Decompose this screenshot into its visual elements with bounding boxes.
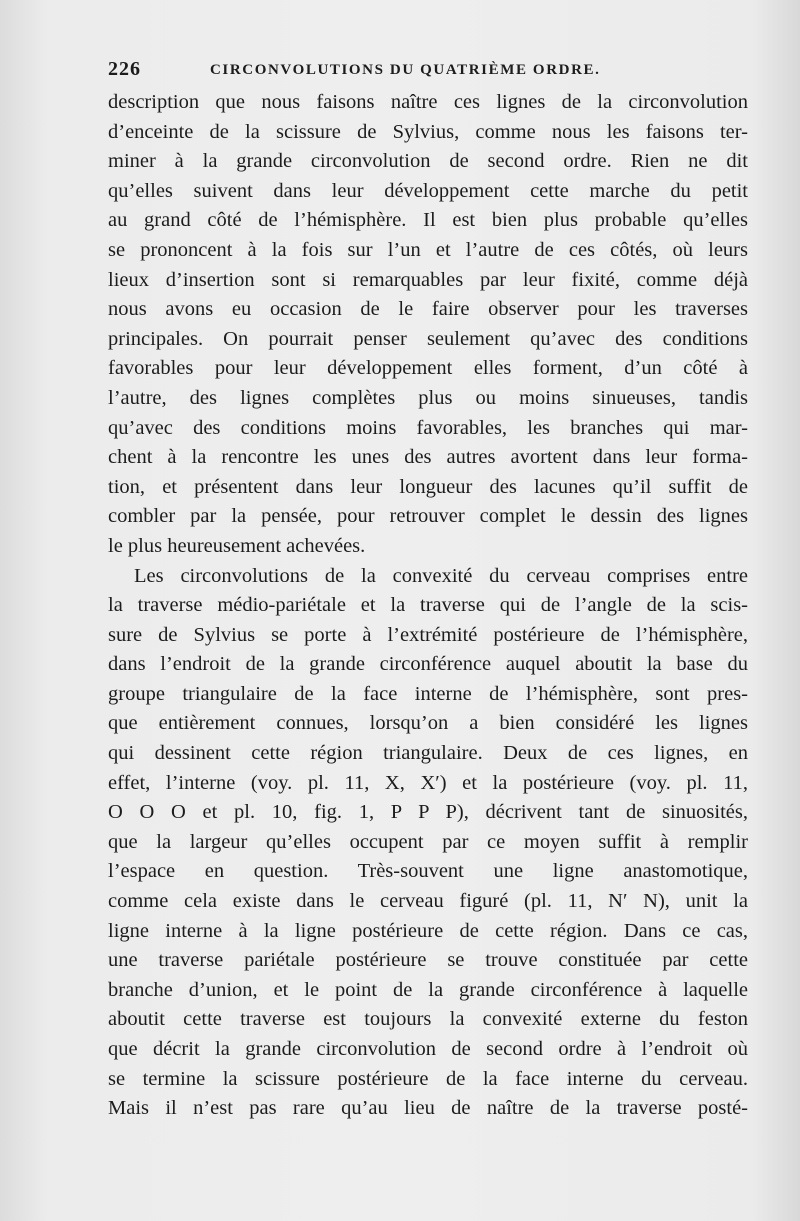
text-line: aboutit cette traverse est toujours la convexité externe du feston (108, 1008, 748, 1031)
text-line: qui dessinent cette région triangulaire. Deux de ces lignes, en (108, 742, 748, 765)
text-line: que entièrement connues, lorsqu’on a bien considéré les lignes (108, 712, 748, 735)
text-line: d’enceinte de la scissure de Sylvius, comme nous les faisons ter- (108, 120, 748, 143)
text-line: l’espace en question. Très-souvent une ligne anastomotique, (108, 860, 748, 883)
text-line: O O O et pl. 10, fig. 1, P P P), décrivent tant de sinuosités, (108, 801, 748, 824)
text-line: branche d’union, et le point de la grande circonférence à laquelle (108, 978, 748, 1001)
page-number: 226 (108, 58, 141, 80)
text-line: tion, et présentent dans leur longueur des lacunes qu’il suffit de (108, 475, 748, 498)
text-line: l’autre, des lignes complètes plus ou moins sinueuses, tandis (108, 386, 748, 409)
text-line: combler par la pensée, pour retrouver complet le dessin des lignes (108, 505, 748, 528)
text-line: une traverse pariétale postérieure se trouve constituée par cette (108, 949, 748, 972)
text-line: la traverse médio-pariétale et la traverse qui de l’angle de la scis- (108, 594, 748, 617)
text-line: Mais il n’est pas rare qu’au lieu de naître de la traverse posté- (108, 1097, 748, 1120)
text-line: que la largeur qu’elles occupent par ce moyen suffit à remplir (108, 830, 748, 853)
text-line: lieux d’insertion sont si remarquables par leur fixité, comme déjà (108, 268, 748, 291)
text-line: le plus heureusement achevées. (108, 534, 366, 557)
text-body (108, 88, 748, 1124)
text-line: nous avons eu occasion de le faire observer pour les traverses (108, 298, 748, 321)
text-line: effet, l’interne (voy. pl. 11, X, X′) et la postérieure (voy. pl. 11, (108, 771, 748, 794)
text-line: favorables pour leur développement elles forment, d’un côté à (108, 357, 748, 380)
text-line: dans l’endroit de la grande circonférence auquel aboutit la base du (108, 653, 748, 676)
text-line: se termine la scissure postérieure de la face interne du cerveau. (108, 1067, 748, 1090)
text-line: description que nous faisons naître ces lignes de la circonvolution (108, 91, 748, 113)
text-line: Les circonvolutions de la convexité du cerveau comprises entre (134, 564, 748, 587)
text-line: comme cela existe dans le cerveau figuré (pl. 11, N′ N), unit la (108, 890, 748, 913)
text-line: au grand côté de l’hémisphère. Il est bien plus probable qu’elles (108, 209, 748, 232)
text-line: qu’avec des conditions moins favorables, les branches qui mar- (108, 416, 748, 439)
text-line: se prononcent à la fois sur l’un et l’autre de ces côtés, où leurs (108, 238, 748, 261)
running-head (108, 58, 638, 86)
text-line: chent à la rencontre les unes des autres avortent dans leur forma- (108, 446, 748, 469)
text-line: principales. On pourrait penser seulement qu’avec des conditions (108, 327, 748, 350)
text-line: groupe triangulaire de la face interne de l’hémisphère, sont pres- (108, 682, 748, 705)
text-line: ligne interne à la ligne postérieure de cette région. Dans ce cas, (108, 919, 748, 942)
text-line: que décrit la grande circonvolution de second ordre à l’endroit où (108, 1038, 748, 1060)
text-line: sure de Sylvius se porte à l’extrémité postérieure de l’hémisphère, (108, 623, 748, 646)
running-title: CIRCONVOLUTIONS DU QUATRIÈME ORDRE. (210, 62, 601, 78)
text-line: qu’elles suivent dans leur développement cette marche du petit (108, 179, 748, 202)
text-line: miner à la grande circonvolution de second ordre. Rien ne dit (108, 150, 748, 173)
